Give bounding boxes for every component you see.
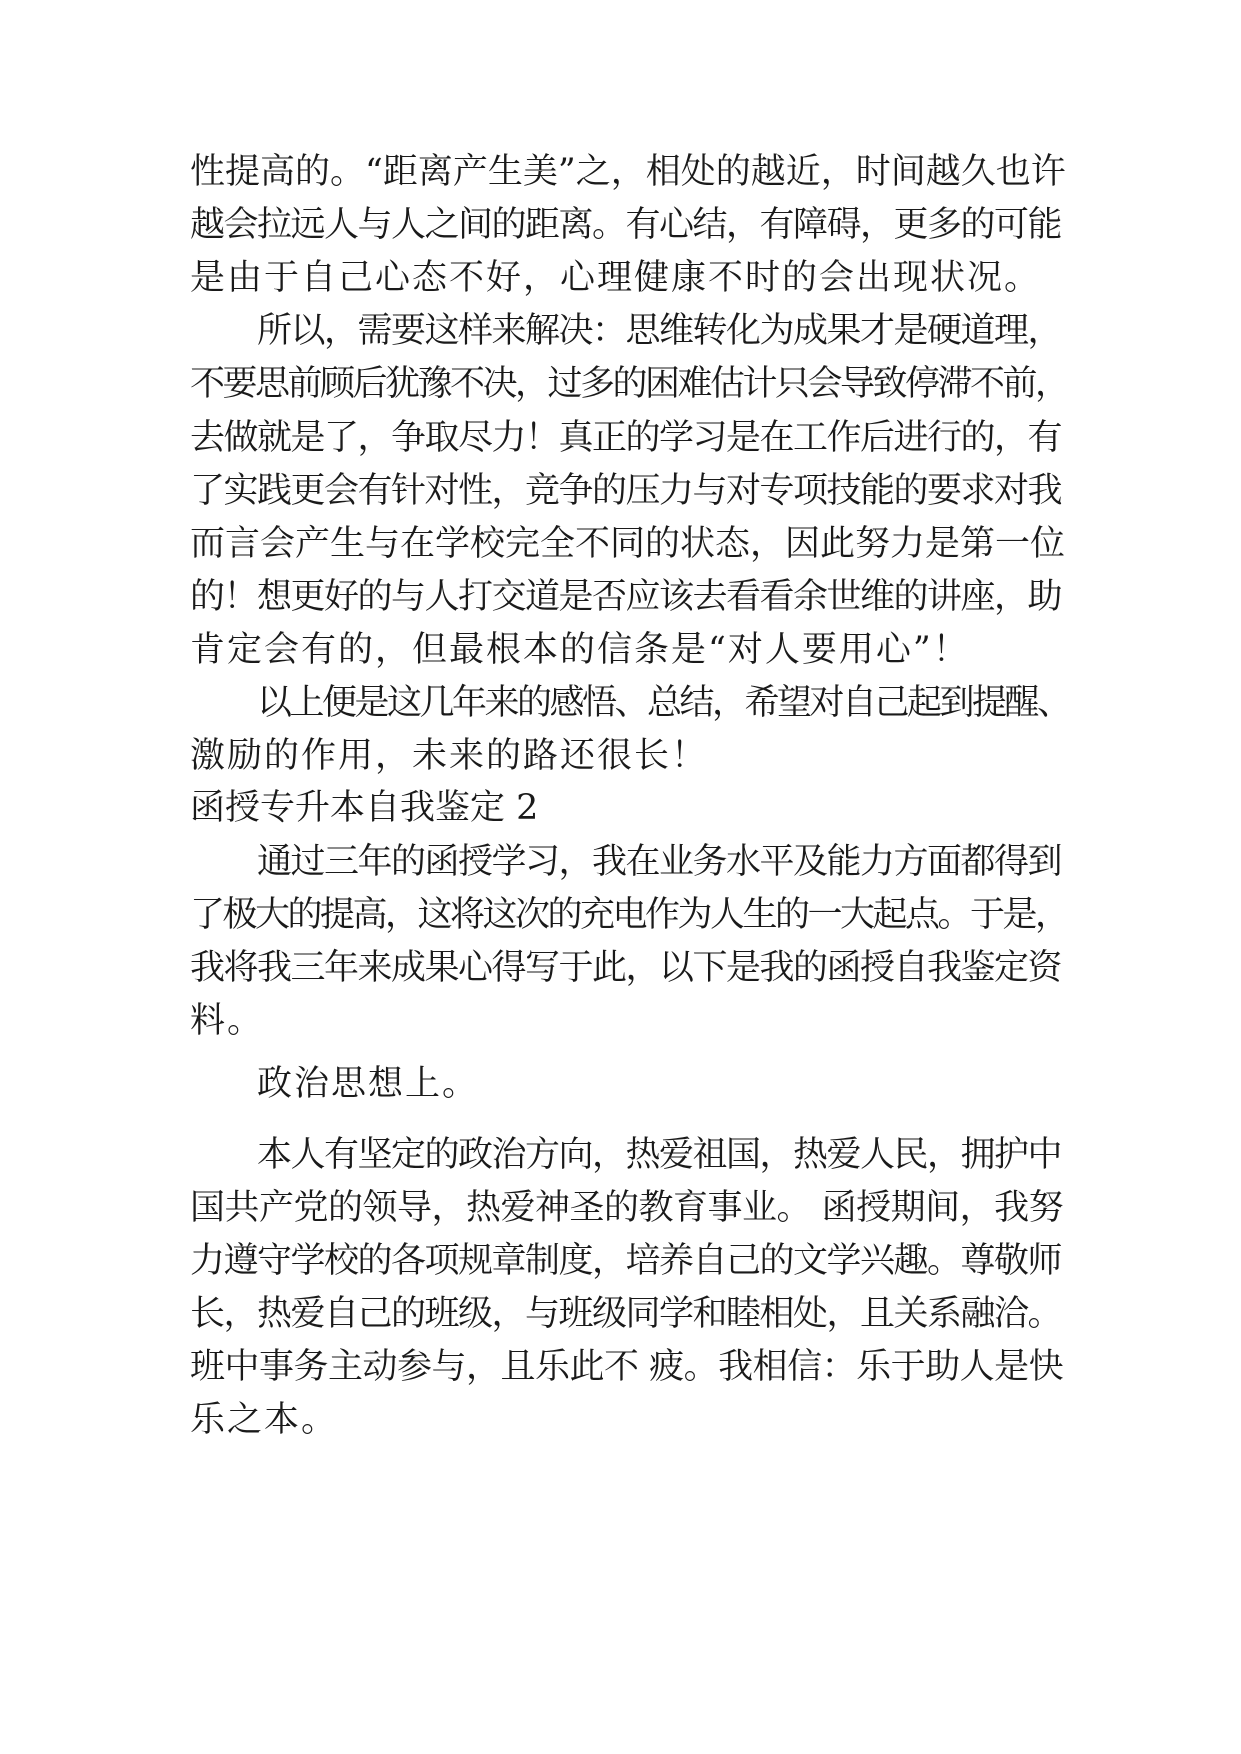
text-line: 所以，需要这样来解决：思维转化为成果才是硬道理， <box>257 311 1062 351</box>
text-line: 肯定会有的，但最根本的信条是“对人要用心”！ <box>190 630 970 670</box>
text-line: 政治思想上。 <box>257 1064 480 1104</box>
text-line: 而言会产生与在学校完全不同的状态，因此努力是第一位 <box>190 524 1066 564</box>
text-line: 通过三年的函授学习，我在业务水平及能力方面都得到 <box>257 842 1062 882</box>
text-line: 力遵守学校的各项规章制度，培养自己的文学兴趣。尊敬师 <box>190 1241 1062 1281</box>
text-line: 乐之本。 <box>190 1400 339 1440</box>
text-line: 本人有坚定的政治方向，热爱祖国，热爱人民，拥护中 <box>257 1135 1062 1175</box>
text-line: 长，热爱自己的班级，与班级同学和睦相处，且关系融洽。 <box>190 1294 1062 1334</box>
text-line: 料。 <box>190 1001 265 1041</box>
text-line: 我将我三年来成果心得写于此，以下是我的函授自我鉴定资 <box>190 948 1062 988</box>
text-line: 了极大的提高，这将这次的充电作为人生的一大起点。于是， <box>190 895 1068 935</box>
text-line: 了实践更会有针对性，竞争的压力与对专项技能的要求对我 <box>190 471 1062 511</box>
text-line: 是由于自己心态不好，心理健康不时的会出现状况。 <box>190 258 1042 298</box>
text-line: 去做就是了，争取尽力！真正的学习是在工作后进行的，有 <box>190 418 1062 458</box>
text-line: 性提高的。“距离产生美”之，相处的越近，时间越久也许 <box>190 152 1066 192</box>
text-line: 以上便是这几年来的感悟、总结，希望对自己起到提醒、 <box>257 683 1070 723</box>
text-line: 的！想更好的与人打交道是否应该去看看余世维的讲座，助 <box>190 577 1062 617</box>
text-line: 不要思前顾后犹豫不决，过多的困难估计只会导致停滞不前， <box>190 364 1068 404</box>
text-line: 班中事务主动参与，且乐此不 疲。我相信：乐于助人是快 <box>190 1347 1064 1387</box>
text-line: 激励的作用，未来的路还很长！ <box>190 736 709 776</box>
text-line: 越会拉远人与人之间的距离。有心结，有障碍，更多的可能 <box>190 205 1062 245</box>
text-line: 国共产党的领导，热爱神圣的教育事业。 函授期间，我努 <box>190 1188 1064 1228</box>
section-heading: 函授专升本自我鉴定 2 <box>190 788 539 828</box>
